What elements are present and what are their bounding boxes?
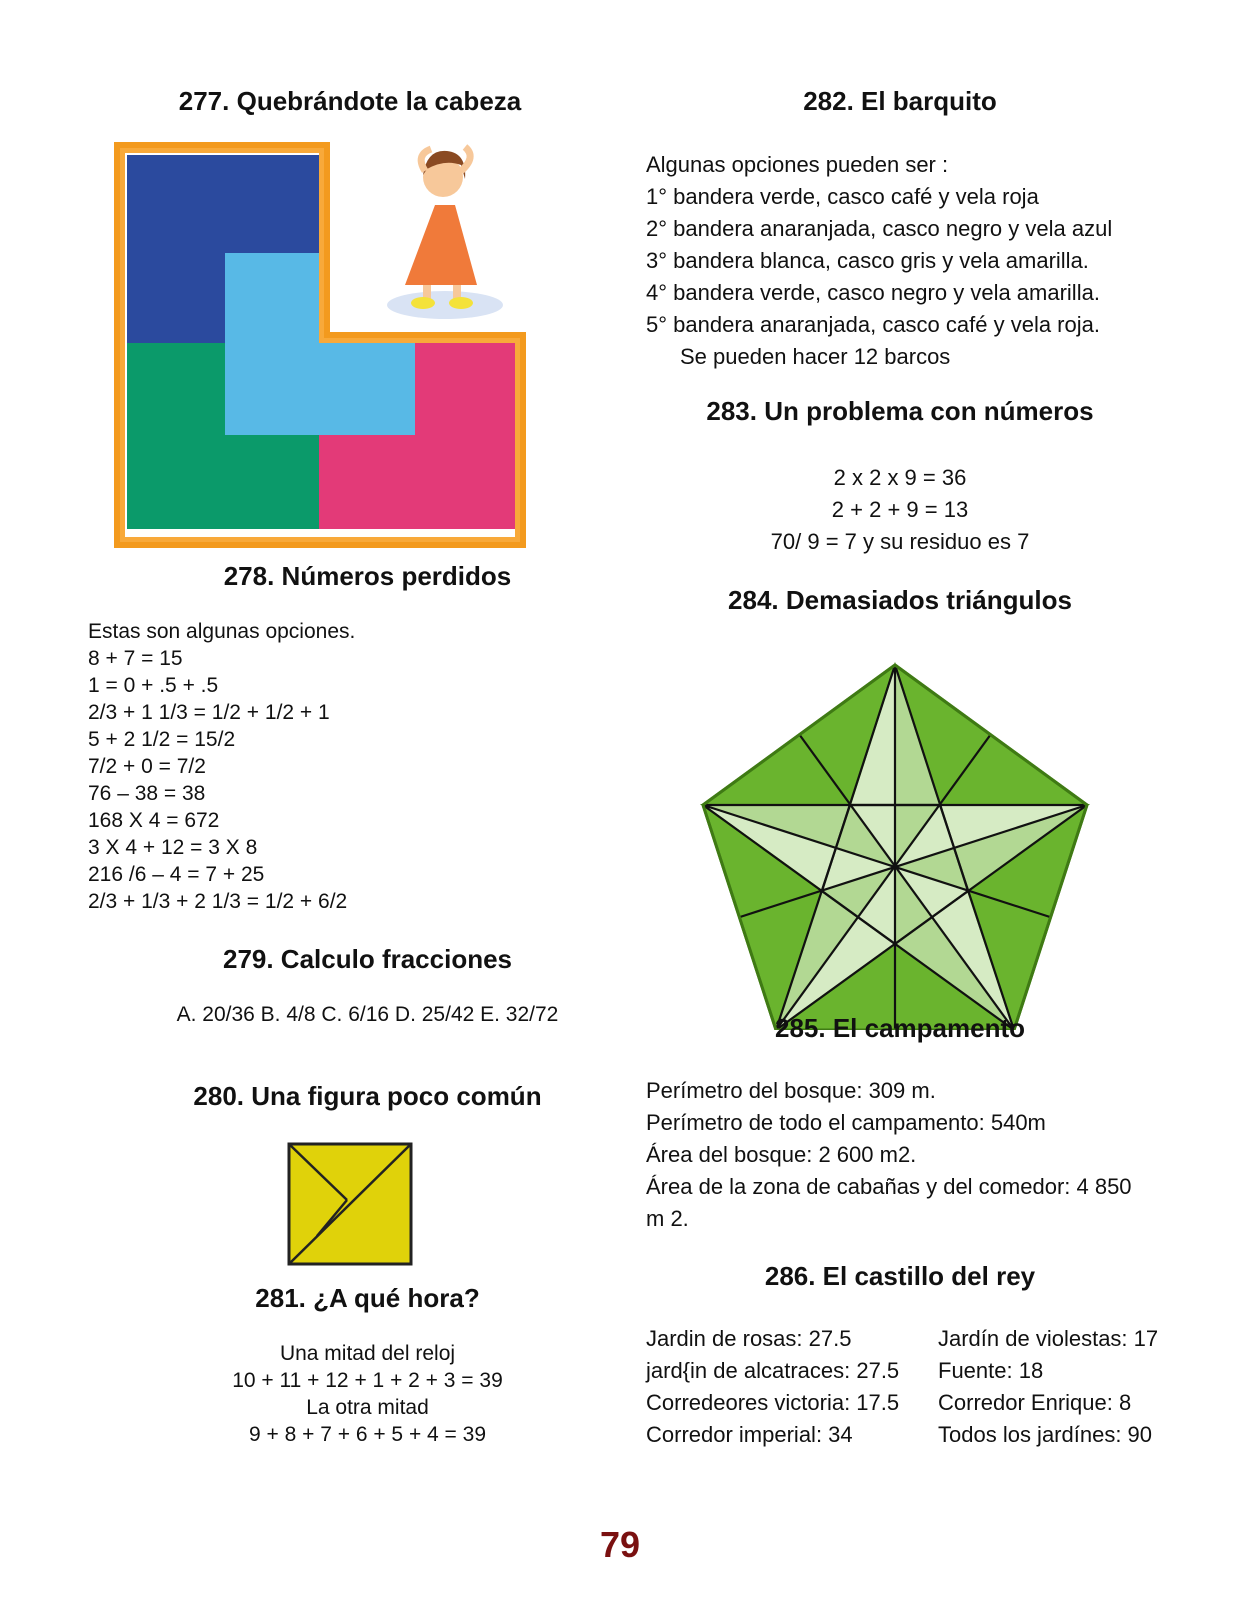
- answer-line: Todos los jardínes: 90: [938, 1422, 1153, 1447]
- pentagon-group: [703, 665, 1087, 1030]
- title-282: 282. El barquito: [803, 86, 997, 116]
- answer-line: m 2.: [646, 1206, 689, 1231]
- answers-286-right: [938, 1323, 1158, 1451]
- title-286: 286. El castillo del rey: [764, 1261, 1036, 1291]
- title-279: 279. Calculo fracciones: [222, 944, 513, 974]
- answer-line: 70/ 9 = 7 y su residuo es 7: [770, 529, 1030, 554]
- answer-279: A. 20/36 B. 4/8 C. 6/16 D. 25/42 E. 32/72: [176, 1003, 559, 1026]
- answers-286-left: [646, 1323, 899, 1451]
- answer-line: 5 + 2 1/2 = 15/2: [88, 728, 236, 751]
- answer-line: 168 X 4 = 672: [88, 809, 220, 832]
- summary-282: Se pueden hacer 12 barcos: [680, 344, 951, 369]
- page-number: 79: [599, 1524, 641, 1565]
- answer-line: 2 + 2 + 9 = 13: [831, 497, 969, 522]
- answer-line: 9 + 8 + 7 + 6 + 5 + 4 = 39: [248, 1423, 487, 1446]
- answer-line: 2 x 2 x 9 = 36: [833, 465, 967, 490]
- answer-line: Área del bosque: 2 600 m2.: [646, 1142, 917, 1167]
- girl-illustration: [387, 147, 503, 319]
- answers-282: [646, 149, 1112, 373]
- answer-line: Jardin de rosas: 27.5: [646, 1326, 852, 1351]
- answer-line: La otra mitad: [306, 1396, 429, 1419]
- pentagon-triangles-figure: [700, 652, 1090, 1030]
- answer-line: 7/2 + 0 = 7/2: [88, 755, 206, 778]
- answer-line: Corredeores victoria: 17.5: [646, 1390, 900, 1415]
- answer-line: 3 X 4 + 12 = 3 X 8: [88, 836, 258, 859]
- answer-line: 8 + 7 = 15: [88, 647, 183, 670]
- yellow-square-figure: [287, 1142, 413, 1266]
- piece-teal-lower: [225, 435, 319, 529]
- title-285: 285. El campamento: [775, 1013, 1025, 1043]
- title-281: 281. ¿A qué hora?: [255, 1283, 480, 1313]
- title-278: 278. Números perdidos: [223, 561, 512, 591]
- answer-line: Estas son algunas opciones.: [88, 620, 356, 643]
- answers-285: [646, 1075, 1132, 1235]
- answers-281: [90, 1340, 645, 1448]
- answers-283: [640, 462, 1160, 558]
- title-283: 283. Un problema con números: [706, 396, 1094, 426]
- answer-line: 2° bandera anaranjada, casco negro y vela azul: [646, 216, 1113, 241]
- answer-line: 1 = 0 + .5 + .5: [88, 674, 219, 697]
- answer-line: 2/3 + 1/3 + 2 1/3 = 1/2 + 6/2: [88, 890, 348, 913]
- answer-line: 2/3 + 1 1/3 = 1/2 + 1/2 + 1: [88, 701, 330, 724]
- answer-line: Perímetro del bosque: 309 m.: [646, 1078, 936, 1103]
- title-284: 284. Demasiados triángulos: [728, 585, 1072, 615]
- answer-line: Perímetro de todo el campamento: 540m: [646, 1110, 1046, 1135]
- answer-line: Corredor imperial: 34: [646, 1422, 853, 1447]
- answer-line: 216 /6 – 4 = 7 + 25: [88, 863, 265, 886]
- answer-line: 3° bandera blanca, casco gris y vela amarilla.: [646, 248, 1089, 273]
- title-280: 280. Una figura poco común: [193, 1081, 542, 1111]
- answer-line: 1° bandera verde, casco café y vela roja: [646, 184, 1039, 209]
- answer-line: Área de la zona de cabañas y del comedor: 4 850: [646, 1174, 1132, 1199]
- answer-line: 4° bandera verde, casco negro y vela amarilla.: [646, 280, 1100, 305]
- title-277: 277. Quebrándote la cabeza: [178, 86, 522, 116]
- answer-line: Algunas opciones pueden ser :: [646, 152, 949, 177]
- answer-line: 10 + 11 + 12 + 1 + 2 + 3 = 39: [232, 1369, 503, 1392]
- answer-line: Una mitad del reloj: [279, 1342, 456, 1365]
- l-shape-puzzle-figure: [105, 135, 625, 565]
- answer-line: 76 – 38 = 38: [88, 782, 206, 805]
- answer-line: 5° bandera anaranjada, casco café y vela roja.: [646, 312, 1100, 337]
- answer-line: jard{in de alcatraces: 27.5: [646, 1358, 900, 1383]
- answer-line: Fuente: 18: [938, 1358, 1044, 1383]
- answers-278: [88, 618, 355, 915]
- answer-line: Jardín de violestas: 17: [938, 1326, 1159, 1351]
- answer-line: Corredor Enrique: 8: [938, 1390, 1132, 1415]
